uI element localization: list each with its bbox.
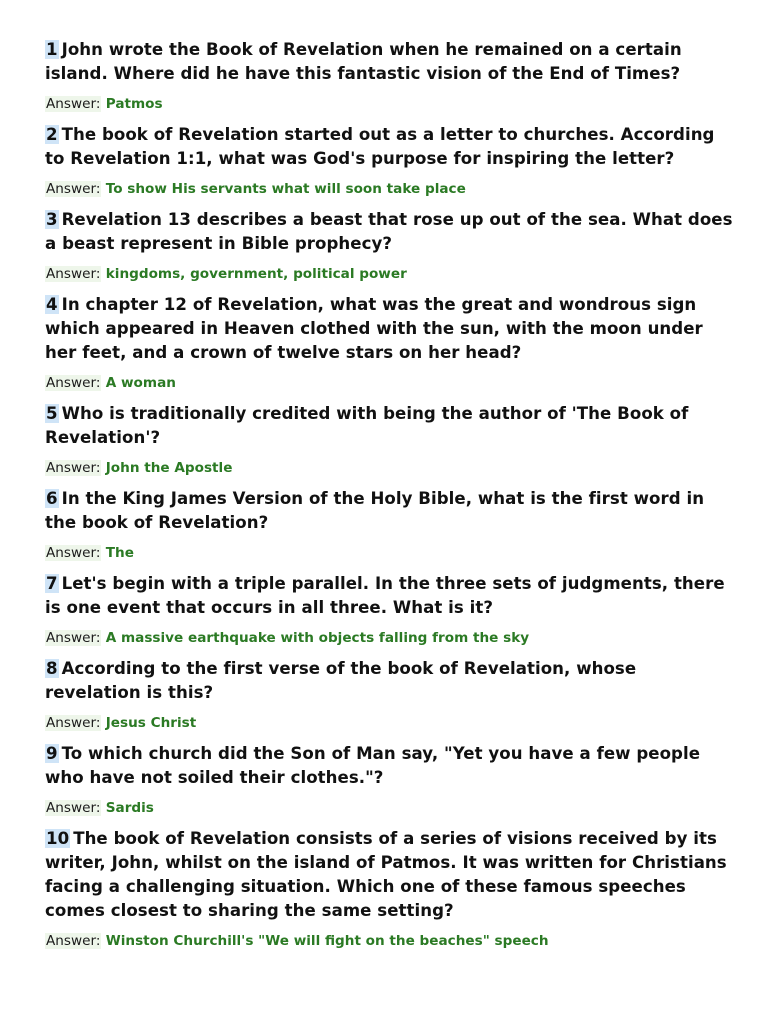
- quiz-document: [45, 38, 735, 960]
- question-text-block: [45, 742, 735, 790]
- question-item: [45, 827, 735, 951]
- answer-label: Answer:: [46, 460, 101, 476]
- answer-label: Answer:: [46, 266, 101, 282]
- question-text-block: [45, 208, 735, 256]
- question-text: In chapter 12 of Revelation, what was the great and wondrous sign which appeared in Heaven clothed with the sun, with the moon under her feet, and a crown of twelve stars on her head?: [45, 295, 703, 362]
- answer-text: Sardis: [105, 800, 154, 816]
- answer-text: kingdoms, government, political power: [105, 266, 407, 282]
- question-text-block: [45, 657, 735, 705]
- question-number: 3: [46, 210, 58, 229]
- question-number: 5: [46, 404, 58, 423]
- answer-text: A massive earthquake with objects falling from the sky: [105, 630, 530, 646]
- question-item: [45, 572, 735, 648]
- question-text-block: [45, 572, 735, 620]
- question-text-block: [45, 38, 735, 86]
- answer-label: Answer:: [46, 181, 101, 197]
- answer-line: [45, 798, 735, 818]
- answer-text: The: [105, 545, 134, 561]
- question-number: 2: [46, 125, 58, 144]
- answer-line: [45, 94, 735, 114]
- question-text: The book of Revelation started out as a letter to churches. According to Revelation 1:1, what was God's purpose for inspiring the letter?: [45, 125, 715, 168]
- question-number: 9: [46, 744, 58, 763]
- question-item: [45, 208, 735, 284]
- question-number: 7: [46, 574, 58, 593]
- answer-label: Answer:: [46, 96, 101, 112]
- question-text: The book of Revelation consists of a series of visions received by its writer, John, whilst on the island of Patmos. It was written for Christians facing a challenging situation. Which one of these famous speeches comes closest to sharing the same setting?: [45, 829, 727, 920]
- answer-line: [45, 458, 735, 478]
- question-text-block: [45, 487, 735, 535]
- question-text-block: [45, 293, 735, 365]
- answer-line: [45, 264, 735, 284]
- answer-label: Answer:: [46, 630, 101, 646]
- answer-line: [45, 373, 735, 393]
- answer-text: Winston Churchill's "We will fight on the beaches" speech: [105, 933, 549, 949]
- question-number: 6: [46, 489, 58, 508]
- question-item: [45, 38, 735, 114]
- question-item: [45, 293, 735, 393]
- answer-label: Answer:: [46, 933, 101, 949]
- question-text: Revelation 13 describes a beast that rose up out of the sea. What does a beast represent in Bible prophecy?: [45, 210, 733, 253]
- question-text-block: [45, 827, 735, 923]
- question-number: 10: [46, 829, 70, 848]
- question-item: [45, 487, 735, 563]
- answer-label: Answer:: [46, 715, 101, 731]
- answer-line: [45, 713, 735, 733]
- question-text: To which church did the Son of Man say, "Yet you have a few people who have not soiled their clothes."?: [45, 744, 701, 787]
- answer-line: [45, 543, 735, 563]
- question-text-block: [45, 402, 735, 450]
- answer-line: [45, 179, 735, 199]
- answer-text: A woman: [105, 375, 176, 391]
- answer-label: Answer:: [46, 545, 101, 561]
- question-number: 8: [46, 659, 58, 678]
- answer-line: [45, 628, 735, 648]
- answer-label: Answer:: [46, 375, 101, 391]
- question-text-block: [45, 123, 735, 171]
- answer-text: John the Apostle: [105, 460, 233, 476]
- question-text: According to the first verse of the book of Revelation, whose revelation is this?: [45, 659, 637, 702]
- question-text: In the King James Version of the Holy Bible, what is the first word in the book of Revelation?: [45, 489, 705, 532]
- question-item: [45, 742, 735, 818]
- question-item: [45, 123, 735, 199]
- question-text: Let's begin with a triple parallel. In the three sets of judgments, there is one event that occurs in all three. What is it?: [45, 574, 725, 617]
- answer-label: Answer:: [46, 800, 101, 816]
- question-text: Who is traditionally credited with being the author of 'The Book of Revelation'?: [45, 404, 689, 447]
- answer-text: To show His servants what will soon take place: [105, 181, 466, 197]
- question-item: [45, 402, 735, 478]
- question-text: John wrote the Book of Revelation when he remained on a certain island. Where did he have this fantastic vision of the End of Times?: [45, 40, 682, 83]
- answer-line: [45, 931, 735, 951]
- question-number: 4: [46, 295, 58, 314]
- answer-text: Patmos: [105, 96, 163, 112]
- answer-text: Jesus Christ: [105, 715, 197, 731]
- question-item: [45, 657, 735, 733]
- question-number: 1: [46, 40, 58, 59]
